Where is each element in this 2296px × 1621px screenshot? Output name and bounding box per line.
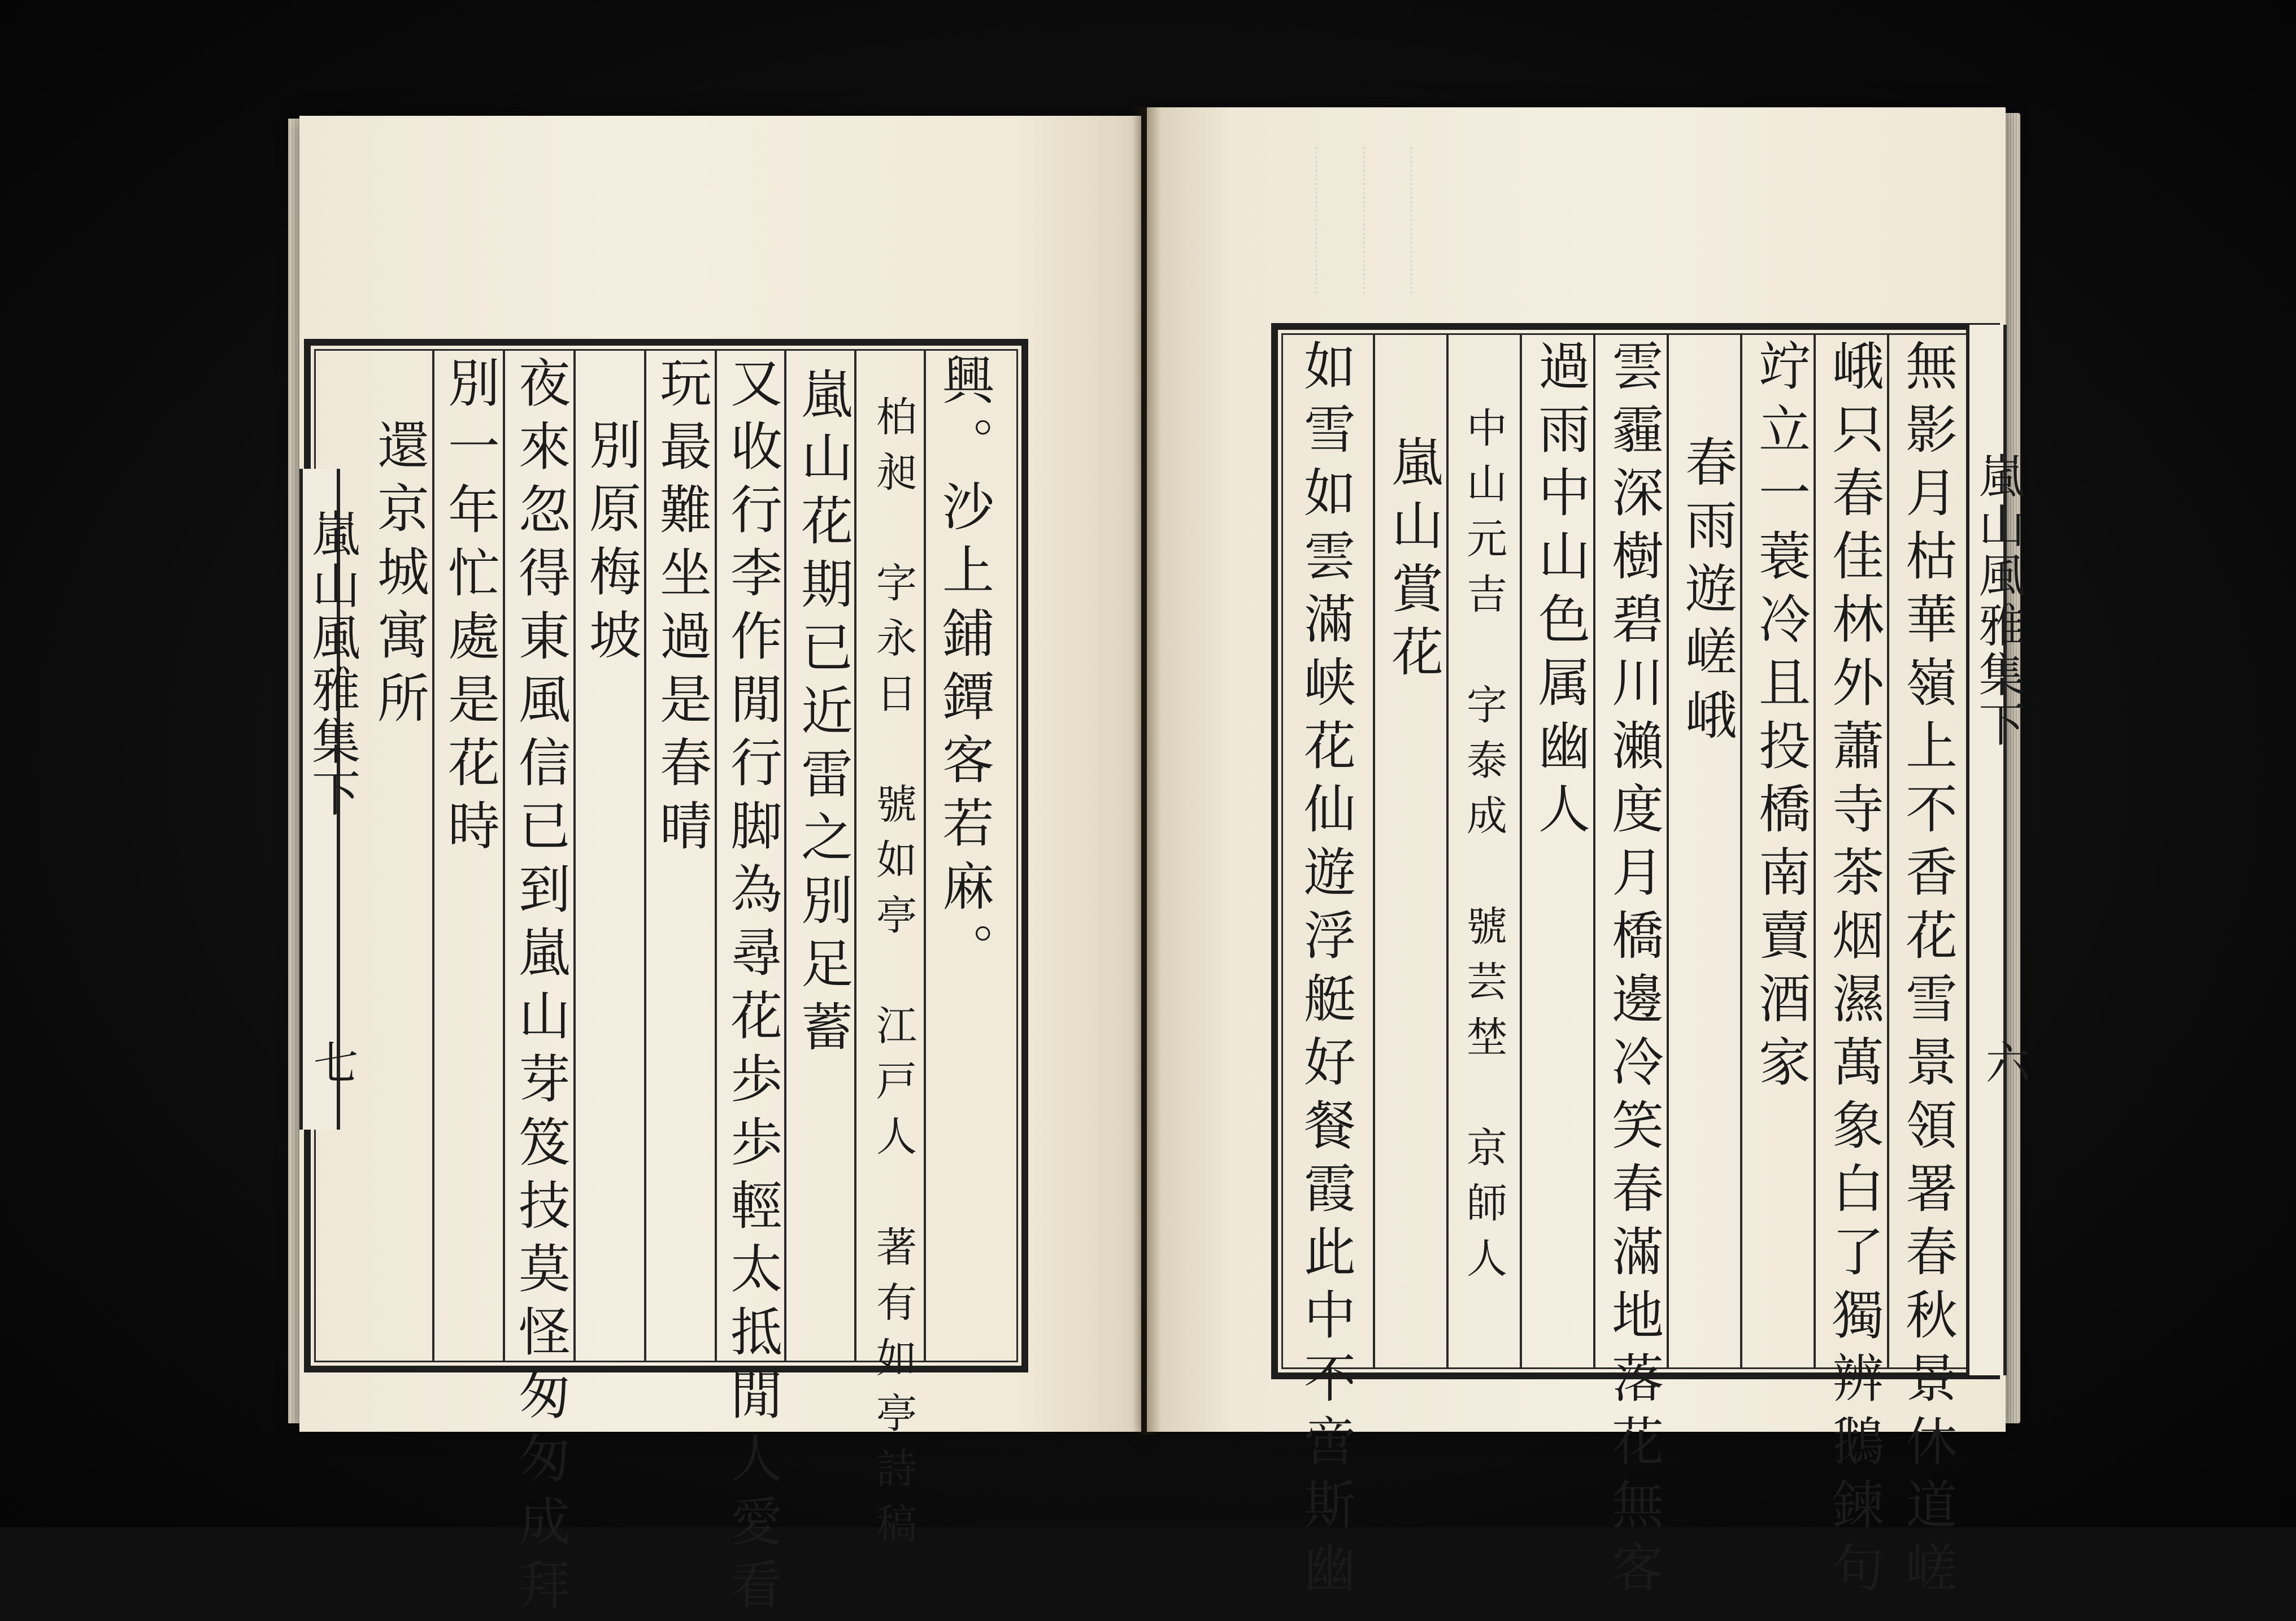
text-column: 別原梅坡 [581,418,641,671]
column-rule [784,350,786,1361]
text-column: 嵐山賞花 [1383,435,1443,688]
text-column: 雲霾深樹碧川瀨度月橋邊冷笑春滿地落花無客 [1603,339,1664,1604]
text-column: 無影月枯華嶺上不香花雪景領署春秋景休道嵯 [1897,339,1958,1604]
text-column: 興。沙上鋪鐔客若麻。 [934,353,994,986]
column-rule [1446,334,1449,1368]
text-column: 還京城寓所 [369,418,429,734]
text-column: 過雨中山色属幽人 [1530,339,1590,845]
column-rule [644,350,646,1361]
column-rule [1667,334,1669,1368]
column-rule [1373,334,1375,1368]
column-rule [1887,334,1889,1368]
column-rule [854,350,856,1361]
book-gutter [1133,107,1161,1435]
left-book-title: 嵐山風雅集下 [303,508,360,820]
column-rule [1520,334,1522,1368]
column-rule [1593,334,1595,1368]
column-rule [1814,334,1816,1368]
column-rule [924,350,926,1361]
text-column: 中山元吉 字泰成 號芸埜 京師人 [1460,407,1507,1292]
column-rule [715,350,717,1361]
column-rule [1740,334,1742,1368]
text-column: 又收行李作閒行脚為尋花歩歩輕太抵閒人愛看 [722,356,782,1621]
left-folio: 七 [306,1039,358,1084]
column-rule [573,350,576,1361]
column-rule [503,350,505,1361]
text-column: 竚立一蓑冷且投橋南賣酒家 [1750,339,1811,1098]
text-column: 柏昶 字永日 號如亭 江戸人 著有如亭詩稿 [869,395,917,1558]
text-column: 春雨遊嵯峨 [1677,435,1737,751]
right-folio: 六 [1978,1039,2030,1084]
text-column: 嵐山花期已近雷之別足蓄 [793,367,853,1063]
column-rule [432,350,434,1361]
text-column: 峨只春佳林外蕭寺茶烟濕萬象白了獨辨鵝鍊句 [1824,339,1884,1604]
text-column: 夜來忽得東風信已到嵐山芽笈技莫怪匆匆成拜 [510,356,571,1621]
text-column: 如雪如雲滿峡花仙遊浮艇好餐霞此中不啻斯幽 [1295,339,1356,1604]
bleed-through-marks [1299,147,1446,316]
text-column: 別一年忙處是花時 [440,356,500,862]
right-book-title: 嵐山風雅集下 [1971,452,2025,750]
text-column: 玩最難坐過是春晴 [651,356,712,862]
